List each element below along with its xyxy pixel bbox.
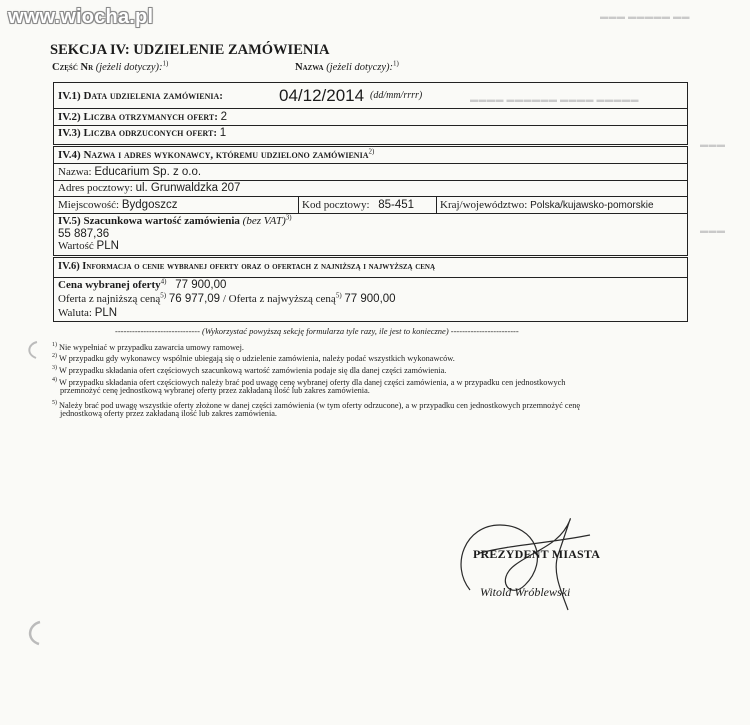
name-label: Nazwa (jeżeli dotyczy):$^{1)}$: [295, 59, 399, 73]
contractor-box: [53, 146, 688, 256]
lowest-offer-label: Oferta z najniższą ceną: [58, 293, 161, 305]
footnote: $^{2)}$ W przypadku gdy wykonawcy wspólnie ubiegają się o udzielenie zamówienia, należy podać wszystkich wykonawców.: [52, 353, 455, 363]
city-value: Bydgoszcz: [121, 199, 178, 211]
footnote-continuation: jednostkową oferty przez zakładaną ilość lub zakres zamówienia.: [60, 409, 278, 418]
contractor-name-row: [54, 164, 687, 181]
punch-hole-mark: [22, 618, 46, 648]
footnote: $^{3)}$ W przypadku składania ofert częściowych szacunkową wartość zamówienia podaje się dla danej części zamówienia.: [52, 365, 447, 375]
award-date-label: IV.1) Data udzielenia zamówienia:: [58, 90, 223, 102]
lowest-offer-value: 76 977,09: [168, 293, 221, 305]
contractor-location-row: [54, 197, 687, 214]
postal-code-value: 85-451: [378, 199, 415, 211]
award-date-row: [54, 83, 687, 109]
postal-code-label: Kod pocztowy:: [302, 199, 370, 211]
cell-divider: [436, 197, 437, 213]
currency-label: Waluta:: [58, 307, 92, 319]
price-info-box: [53, 257, 688, 322]
estimated-currency-label: Wartość: [58, 240, 94, 252]
highest-offer-value: 77 900,00: [344, 293, 396, 305]
contractor-header-row: IV.4) Nazwa i adres wykonawcy, któremu udzielono zamówienia$^{2)}$: [54, 147, 687, 164]
city-label: Miejscowość:: [58, 199, 120, 211]
address-label: Adres pocztowy:: [58, 182, 133, 194]
contractor-address-row: [54, 181, 687, 197]
region-label: Kraj/województwo:: [440, 199, 528, 211]
offers-rejected-label: IV.3) Liczba odrzuconych ofert:: [58, 127, 218, 139]
award-date-value: 04/12/2014: [279, 86, 365, 105]
handwritten-signature: [440, 505, 610, 625]
punch-hole-mark: [22, 338, 42, 362]
contractor-label: IV.4) Nazwa i adres wykonawcy, któremu udzielono zamówienia: [58, 149, 369, 161]
signature-name: Witold Wróblewski: [480, 585, 571, 599]
chosen-offer-value: 77 900,00: [175, 279, 227, 291]
estimated-value-label: IV.5) Szacunkowa wartość zamówienia: [58, 215, 240, 227]
offers-rejected-row: [54, 126, 687, 143]
highest-offer-label: Oferta z najwyższą ceną: [228, 293, 336, 305]
price-details-row: Cena wybranej oferty$^{4)}$ 77 900,00 Oferta z najniższą ceną$^{5)}$ 76 977,09 / Oferta z najwyższą ceną$^{5)}$ 77 900,00 Waluta: PLN: [58, 277, 396, 319]
bleed-through-mark: ▬▬▬: [700, 140, 726, 149]
price-info-header-row: [54, 258, 687, 278]
offers-received-label: IV.2) Liczba otrzymanych ofert:: [58, 111, 218, 123]
currency-value: PLN: [94, 307, 118, 319]
watermark: www.wiocha.pl: [8, 6, 154, 28]
bleed-through-mark: ▬▬▬▬ ▬▬▬▬▬▬ ▬▬▬▬ ▬▬▬▬▬: [470, 95, 639, 104]
offers-received-row: [54, 109, 687, 126]
section-repeat-note: ------------------------------ (Wykorzystać powyższą sekcję formularza tyle razy, ile jest to konieczne) ------------------------: [115, 326, 519, 336]
bleed-through-mark: ▬▬▬ ▬▬▬▬▬ ▬▬: [600, 12, 690, 21]
footnote: $^{5)}$ Należy brać pod uwagę wszystkie oferty złożone w danej części zamówienia (w tym oferty odrzucone), a w przypadku cen jednostkowych przemnożyć cenę: [52, 400, 581, 410]
award-summary-box: [53, 82, 688, 145]
section-title: SEKCJA IV: UDZIELENIE ZAMÓWIENIA: [50, 42, 330, 58]
contractor-name-label: Nazwa:: [58, 166, 92, 178]
estimated-currency-value: PLN: [96, 240, 119, 252]
signature-title: PREZYDENT MIASTA: [473, 547, 601, 561]
date-format-hint: (dd/mm/rrrr): [370, 90, 423, 101]
offers-rejected-value: 1: [219, 127, 227, 139]
part-number-label: Część Nr (jeżeli dotyczy):$^{1)}$: [52, 59, 169, 73]
address-value: ul. Grunwaldzka 207: [135, 182, 241, 194]
bleed-through-mark: ▬▬▬: [700, 226, 726, 235]
footnote-continuation: przemnożyć cenę jednostkową wybranej oferty przez zakładaną ilość lub zakres zamówienia.: [60, 386, 370, 395]
region-value: Polska/kujawsko-pomorskie: [530, 200, 654, 211]
contractor-name-value: Educarium Sp. z o.o.: [94, 166, 202, 178]
cell-divider: [298, 197, 299, 213]
offers-received-value: 2: [220, 111, 228, 123]
estimated-value: 55 887,36: [58, 228, 110, 240]
chosen-offer-label: Cena wybranej oferty: [58, 279, 161, 291]
footnote: $^{4)}$ W przypadku składania ofert częściowych należy brać pod uwagę cenę wybranej oferty dla danej części zamówienia, a w przypadku cen jednostkowych: [52, 377, 566, 387]
estimated-value-row: IV.5) Szacunkowa wartość zamówienia (bez VAT)$^{3)}$ 55 887,36 Wartość PLN: [58, 213, 292, 252]
footnote: $^{1)}$ Nie wypełniać w przypadku zawarcia umowy ramowej.: [52, 342, 244, 352]
price-info-label: IV.6) Informacja o cenie wybranej oferty oraz o ofertach z najniższą i najwyższą ceną: [58, 261, 436, 272]
